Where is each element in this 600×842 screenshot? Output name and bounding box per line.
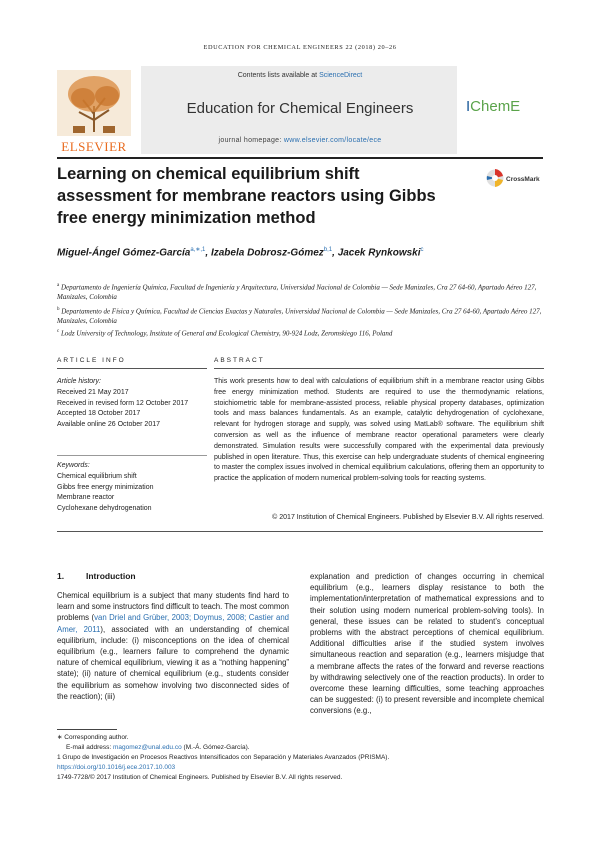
sciencedirect-link[interactable]: ScienceDirect (319, 72, 363, 79)
affiliation-text: Departamento de Física y Química, Facultad de Ciencias Exactas y Naturales, Universidad Nacional de Colombia — Sede Manizales, Cra 27 64-60, Apartado Aéreo 127, Manizales, Colombia (57, 307, 542, 326)
email-link[interactable]: magomez@unal.edu.co (112, 744, 182, 751)
article-info-heading: ARTICLE INFO (57, 357, 126, 364)
affiliation (57, 327, 543, 338)
article-title: Learning on chemical equilibrium shift assessment for membrane reactors using Gibbs free energy minimization method (57, 165, 436, 227)
issn-line: 1749-7728/© 2017 Institution of Chemical Engineers. Published by Elsevier B.V. All rights reserved. (57, 774, 343, 781)
abstract-text: This work presents how to deal with calculations of equilibrium shift in a membrane reactor using Gibbs free energy minimization method. Students are required to use the thermodynamic relations, stoichiometric table for membrane-assisted process, reliable physical property databases, optimization tools and mass balances fundamentals. As an example, catalytic dehydrogenation of cyclohexane, relevant for hydrogen storage and supply, was solved using MatLab® software. The equilibrium shift conversion as well as the influence of membrane reactor operational parameters were clearly demonstrated. Simulation results were successfully compared with the experimental data previously published in open literature. Thus, this exercise can help undergraduate students of chemical engineering to master the complex issues involved in chemical equilibrium calculations, offering them an opportunity to practice the application of modern numerical problem-solving tools for reacting systems. (214, 378, 544, 483)
intro-right-column: explanation and prediction of changes occurring in chemical equilibrium (e.g., learners display resistance to both the implementation/interpretation of mathematical expressions and to their solution using modern numerical problem-solving tools). In general, these issues can be related to student’s conceptual problems with the abstract perceptions of chemical equilibrium. Additional difficulties arise if the studied system involves simultaneous reaction and separation (e.g., learners misjudge that a membrane affects the rates of the forward and reverse reactions by withdrawing selectively one of the reaction products). In order to overcome these learning difficulties, some teaching approaches can be suggested: (i) to present reversible and incomplete chemical conversions (e.g., (310, 572, 544, 716)
article-history (57, 377, 207, 431)
affiliation-mark: b (57, 307, 60, 312)
author-1-affil[interactable]: a,∗,1 (190, 247, 206, 253)
homepage-prefix: journal homepage: (218, 137, 284, 144)
author-3[interactable]: Jacek Rynkowski (337, 247, 421, 259)
affiliation (57, 305, 543, 326)
affiliation-mark: c (57, 329, 60, 334)
crossmark-label: CrossMark (506, 176, 540, 183)
author-separator: , (205, 247, 211, 259)
footnote-rule (57, 729, 117, 730)
info-divider (57, 455, 207, 456)
history-item: Available online 26 October 2017 (57, 421, 161, 429)
keywords (57, 461, 207, 515)
affiliation-text: Departamento de Ingeniería Química, Facultad de Ingeniería y Arquitectura, Universidad Nacional de Colombia — Sede Manizales, Cra 27 64-60, Apartado Aéreo 127, Manizales, Colombia (57, 283, 537, 302)
abstract-heading: ABSTRACT (214, 357, 265, 364)
history-item: Accepted 18 October 2017 (57, 410, 141, 418)
keyword-item: Membrane reactor (57, 494, 115, 502)
running-head: EDUCATION FOR CHEMICAL ENGINEERS 22 (2018) 20–26 (203, 44, 397, 51)
author-2[interactable]: Izabela Dobrosz-Gómez (210, 247, 324, 259)
keywords-label: Keywords: (57, 462, 90, 469)
email-owner: (M.-Á. Gómez-García). (181, 744, 250, 751)
author-2-affil[interactable]: b,1 (323, 247, 333, 253)
doi-line (57, 763, 543, 773)
icheme-logo-rest: ChemE (470, 98, 521, 115)
keyword-item: Gibbs free energy minimization (57, 483, 154, 491)
abstract-copyright: © 2017 Institution of Chemical Engineers. Published by Elsevier B.V. All rights reserved. (272, 514, 544, 521)
email-label: E-mail address: (66, 744, 113, 751)
crossmark-button[interactable] (486, 167, 546, 191)
abstract-rule (214, 368, 544, 369)
section-heading-introduction (57, 571, 136, 581)
footnote-email (57, 743, 543, 753)
history-label: Article history: (57, 378, 101, 385)
doi-link[interactable]: https://doi.org/10.1016/j.ece.2017.10.003 (57, 764, 176, 771)
footnote-corresponding: ∗ Corresponding author. (57, 734, 129, 741)
crossmark-icon (486, 167, 504, 189)
citation-link[interactable]: van Driel and Grüber, 2003; Doymus, 2008; Castier and Amer, 2011 (57, 613, 289, 634)
icheme-logo-i: I (466, 98, 471, 115)
contents-line (140, 72, 460, 79)
icheme-logo (466, 98, 546, 115)
front-matter-rule (57, 531, 543, 532)
intro-left-column (57, 590, 289, 702)
author-list (57, 243, 543, 260)
journal-homepage-line (140, 137, 460, 144)
section-title: Introduction (86, 571, 136, 581)
body-text: ), associated with an understanding of chemical equilibrium, include: (i) misconceptions on the idea of chemical equilibrium (e.g., learners failure to comprehend the dynamic nature of chemical equilibrium, viewing it as a “nothing happening” state); (ii) nature of chemical equilibrium (e.g., students consider the equilibrium as somehow involving two disconnected sides of the reaction); (iii) (57, 624, 289, 701)
keyword-item: Cyclohexane dehydrogenation (57, 505, 152, 513)
article-info-rule (57, 368, 207, 369)
header-rule (57, 157, 543, 159)
body-text: Chemical equilibrium is a subject that many students find hard to learn and some instructors find difficult to teach. The most common problems ( (57, 591, 289, 623)
journal-homepage-link[interactable]: www.elsevier.com/locate/ece (283, 137, 382, 144)
affiliation-mark: a (57, 283, 60, 288)
elsevier-wordmark: ELSEVIER (61, 139, 127, 154)
journal-name: Education for Chemical Engineers (186, 100, 414, 117)
affiliation-text: Lodz University of Technology, Institute of General and Ecological Chemistry, 90-924 Lodz, Zeromskiego 116, Poland (59, 329, 393, 338)
footnote-1: 1 Grupo de Investigación en Procesos Reactivos Intensificados con Separación y Materiales Avanzados (PRISMA). (57, 754, 390, 761)
author-3-affil[interactable]: c (420, 247, 424, 253)
author-separator: , (332, 247, 338, 259)
history-item: Received in revised form 12 October 2017 (57, 399, 189, 407)
section-number: 1. (57, 571, 65, 581)
contents-prefix: Contents lists available at (237, 72, 320, 79)
keyword-item: Chemical equilibrium shift (57, 472, 137, 480)
history-item: Received 21 May 2017 (57, 388, 129, 396)
author-1[interactable]: Miguel-Ángel Gómez-García (57, 247, 191, 259)
affiliation (57, 281, 543, 302)
